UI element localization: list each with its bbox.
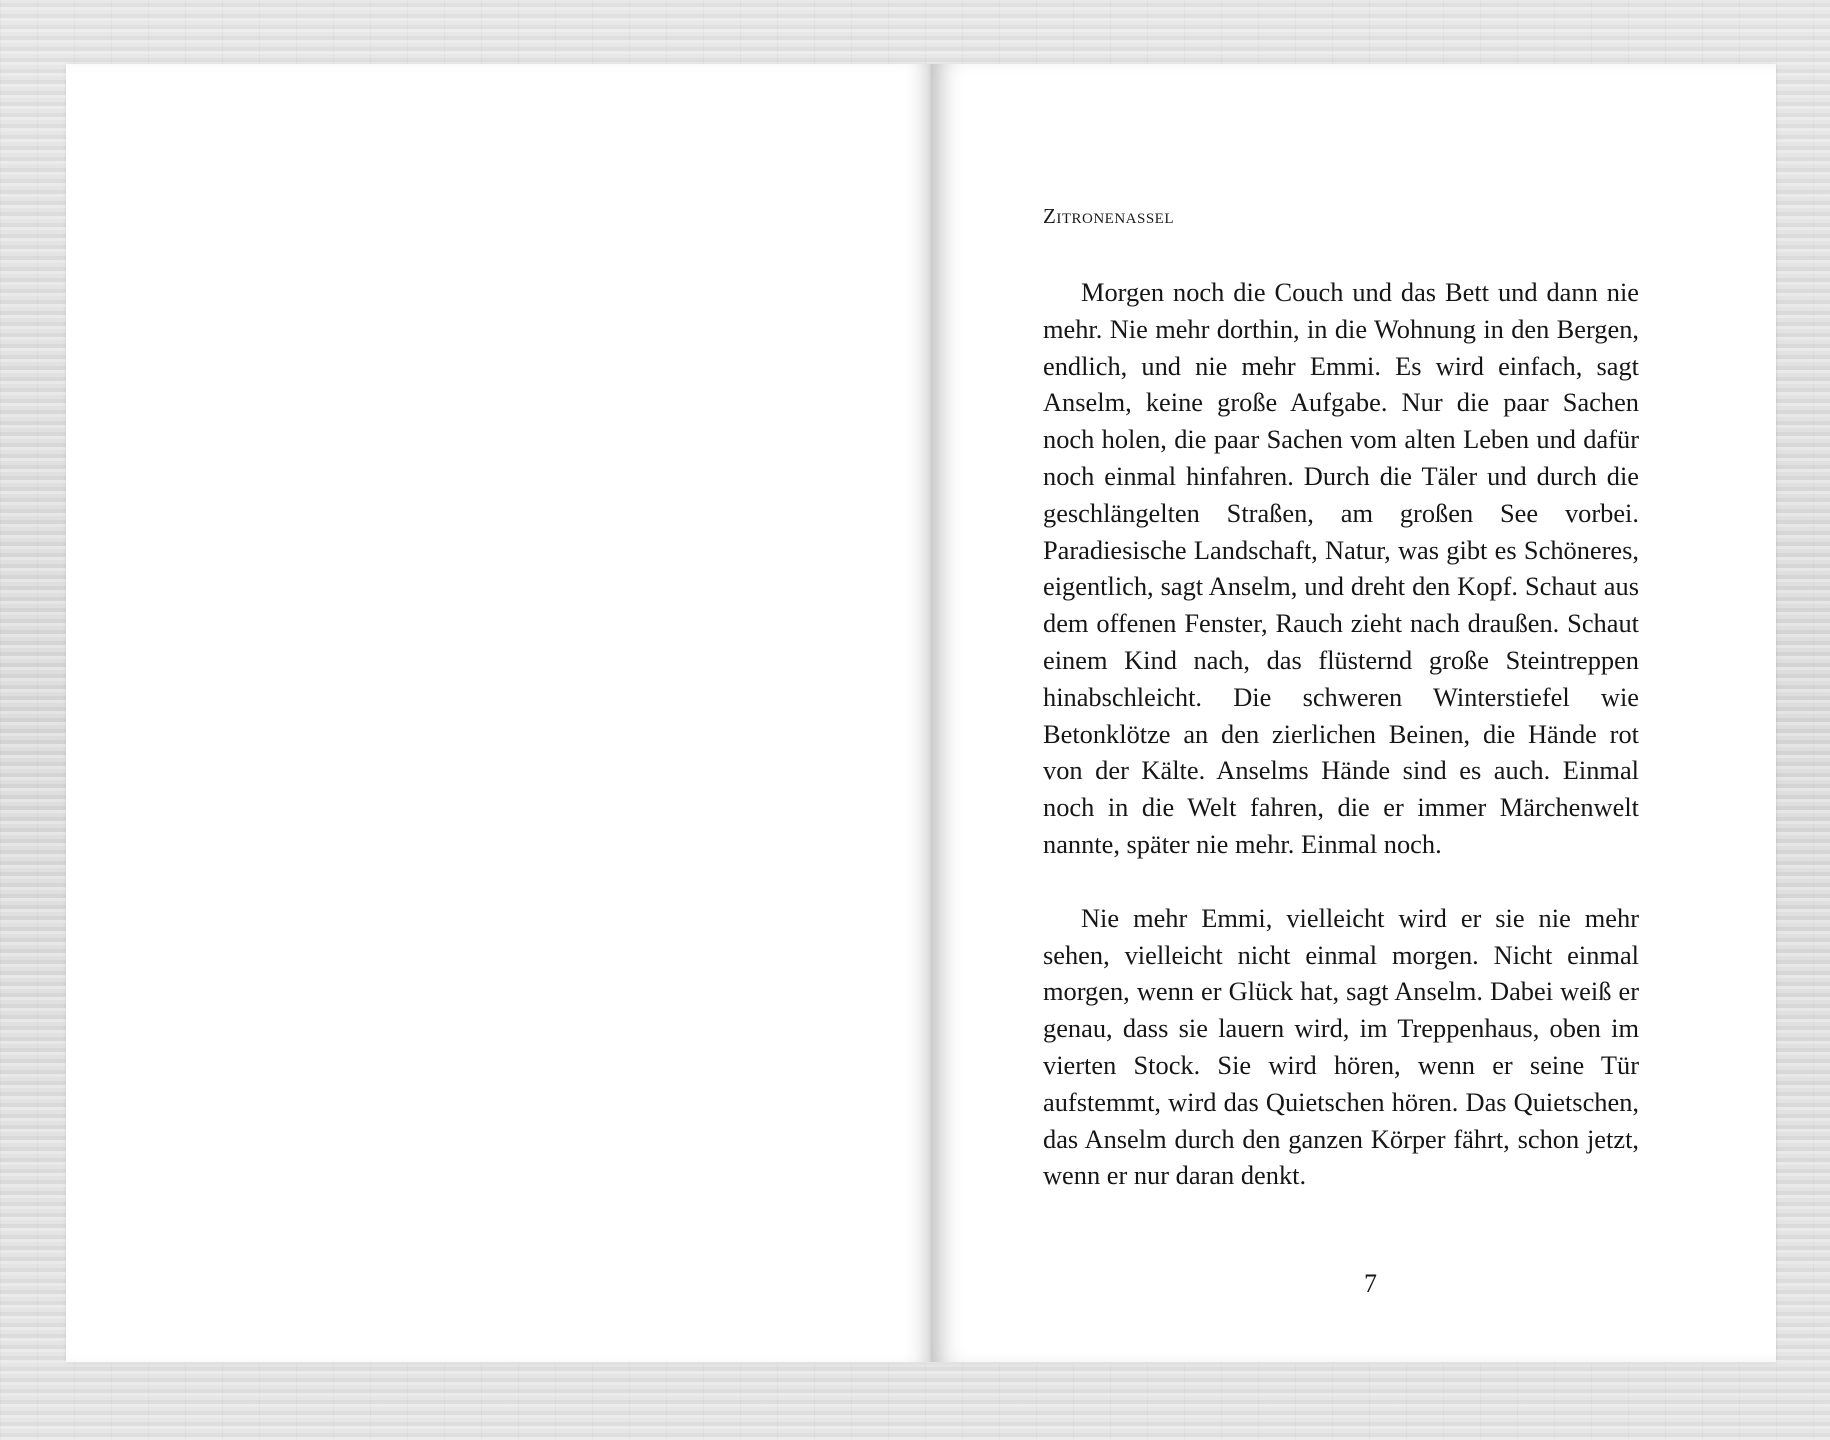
paragraph-2: Nie mehr Emmi, vielleicht wird er sie nie mehr sehen, vielleicht nicht einmal morgen. Nicht einmal morgen, wenn er Glück hat, sagt Anselm. Dabei weiß er genau, dass sie lauern wird, im Treppenhaus, oben im vierten Stock. Sie wird hören, wenn er seine Tür aufstemmt, wird das Quietschen hören. Das Quietschen, das Anselm durch den ganzen Körper fährt, schon jetzt, wenn er nur daran denkt. (1043, 902, 1639, 1191)
body-text (1043, 274, 1639, 1194)
left-page-blank (66, 64, 931, 1362)
page-number: 7 (1364, 1269, 1377, 1298)
paragraph-1: Morgen noch die Couch und das Bett und dann nie mehr. Nie mehr dorthin, in die Wohnung in den Bergen, endlich, und nie mehr Emmi. Es wird einfach, sagt Anselm, keine große Aufgabe. Nur die paar Sachen noch holen, die paar Sachen vom alten Leben und dafür noch einmal hinfahren. Durch die Täler und durch die geschlängelten Straßen, am großen See vorbei. Paradiesische Landschaft, Natur, was gibt es Schöneres, eigentlich, sagt Anselm, und dreht den Kopf. Schaut aus dem offenen Fenster, Rauch zieht nach draußen. Schaut einem Kind nach, das flüsternd große Steintreppen hinabschleicht. Die schweren Winterstiefel wie Betonklötze an den zierlichen Beinen, die Hände rot von der Kälte. Anselms Hände sind es auch. Einmal noch in die Welt fahren, die er immer Märchenwelt nannte, später nie mehr. Einmal noch. (1043, 277, 1639, 859)
right-page (931, 64, 1776, 1362)
running-head: Zitronenassel (1043, 204, 1174, 228)
